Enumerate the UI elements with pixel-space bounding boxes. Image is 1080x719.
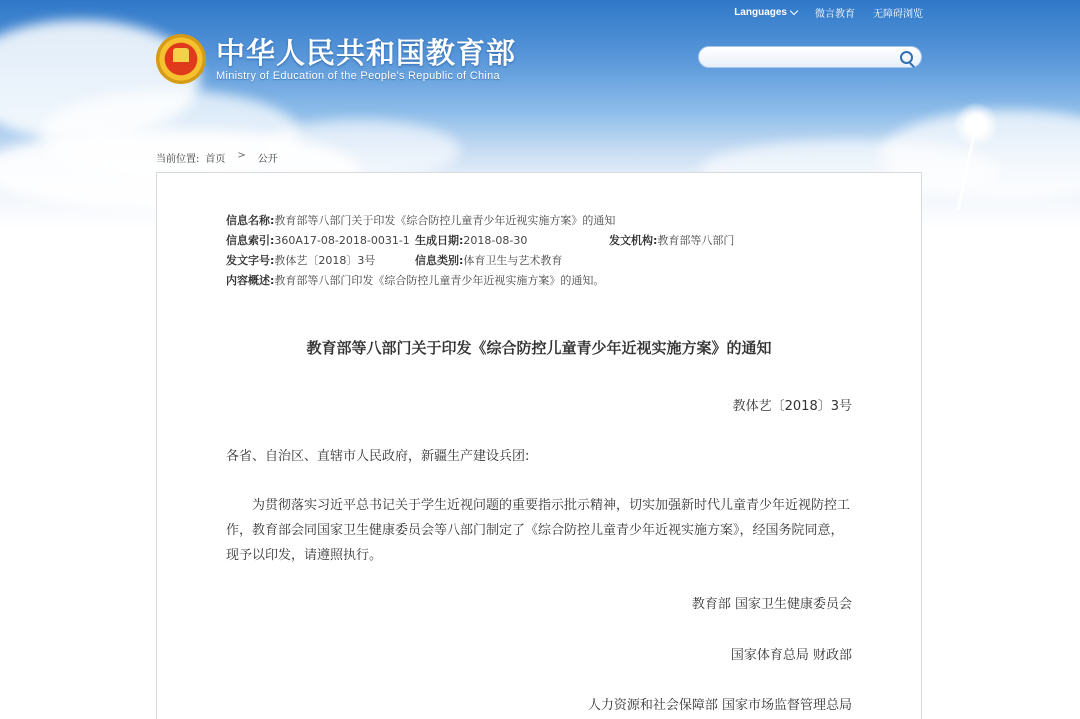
meta-docno-value: 教体艺〔2018〕3号	[274, 254, 376, 267]
search-input[interactable]	[709, 48, 903, 70]
dandelion-head	[953, 102, 999, 148]
info-metadata	[226, 211, 734, 291]
meta-index-label: 信息索引:	[226, 234, 275, 247]
meta-org-value: 教育部等八部门	[657, 234, 735, 247]
search-box	[698, 46, 922, 68]
signature-line: 人力资源和社会保障部 国家市场监督管理总局	[587, 698, 852, 713]
meta-category-label: 信息类别:	[415, 254, 464, 267]
article-addressee: 各省、自治区、直辖市人民政府，新疆生产建设兵团:	[226, 449, 530, 464]
signature-line: 国家体育总局 财政部	[730, 648, 852, 663]
dandelion-decoration	[905, 62, 1015, 182]
meta-docno-label: 发文字号:	[226, 254, 275, 267]
breadcrumb-home-link[interactable]: 首页	[205, 154, 226, 165]
languages-menu[interactable]	[734, 7, 797, 18]
site-logo[interactable]	[156, 34, 516, 84]
national-emblem-icon	[156, 34, 206, 84]
meta-date-value: 2018-08-30	[463, 234, 528, 247]
breadcrumb-separator: >	[237, 150, 246, 161]
meta-index-value: 360A17-08-2018-0031-1	[274, 234, 410, 247]
meta-row-summary	[226, 271, 734, 291]
meta-name-label: 信息名称:	[226, 214, 275, 227]
accessible-browse-link[interactable]: 无障碍浏览	[873, 9, 923, 20]
logo-title-en: Ministry of Education of the People's Republic of China	[216, 70, 500, 82]
weixin-link[interactable]: 微言教育	[815, 9, 855, 20]
article-body: 为贯彻落实习近平总书记关于学生近视问题的重要指示批示精神，切实加强新时代儿童青少年近视防控工作，教育部会同国家卫生健康委员会等八部门制定了《综合防控儿童青少年近视实施方案》，经国务院同意，现予以印发，请遵照执行。	[226, 498, 851, 563]
meta-name-value: 教育部等八部门关于印发《综合防控儿童青少年近视实施方案》的通知	[274, 214, 616, 227]
meta-row-name	[226, 211, 734, 231]
logo-text	[216, 36, 516, 82]
article-title: 教育部等八部门关于印发《综合防控儿童青少年近视实施方案》的通知	[306, 339, 772, 357]
meta-row-index	[226, 231, 734, 251]
cloud-decoration	[257, 120, 460, 180]
meta-summary-value: 教育部等八部门印发《综合防控儿童青少年近视实施方案》的通知。	[274, 274, 605, 287]
meta-date-label: 生成日期:	[415, 234, 464, 247]
meta-row-docno	[226, 251, 734, 271]
top-links	[734, 5, 923, 20]
article-doc-number: 教体艺〔2018〕3号	[732, 399, 852, 414]
breadcrumb-current[interactable]: 公开	[257, 154, 278, 165]
breadcrumb	[156, 150, 278, 165]
search-icon[interactable]	[900, 51, 913, 64]
languages-label: Languages	[734, 7, 787, 18]
signature-line: 教育部 国家卫生健康委员会	[691, 597, 852, 612]
content-panel	[156, 172, 922, 719]
logo-title-cn: 中华人民共和国教育部	[216, 36, 517, 70]
chevron-down-icon	[790, 7, 798, 15]
breadcrumb-label: 当前位置:	[156, 154, 200, 165]
meta-category-value: 体育卫生与艺术教育	[463, 254, 563, 267]
meta-org-label: 发文机构:	[609, 234, 658, 247]
meta-summary-label: 内容概述:	[226, 274, 275, 287]
